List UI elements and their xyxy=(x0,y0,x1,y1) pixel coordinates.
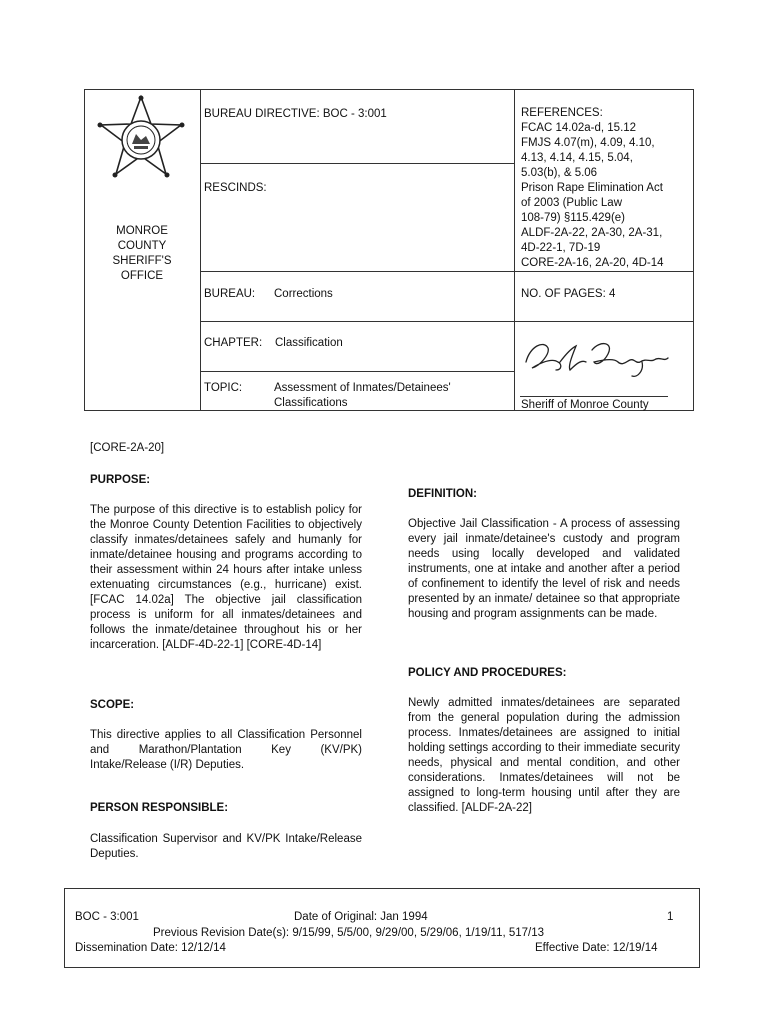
footer-effective-date: Effective Date: 12/19/14 xyxy=(535,942,658,954)
signature-line xyxy=(520,396,668,397)
bureau-label: BUREAU: xyxy=(204,288,256,300)
purpose-text: The purpose of this directive is to establish policy for the Monroe County Detention Facilities to objectively classify inmates/detainees safely and humanly for inmate/detainee housing and programs according to their assessment within 24 hours after intake unless extenuating circumstances (e.g., hurricane) exist. [FCAC 14.02a] The objective jail classification process is uniform for all inmates/detainees and follows the inmate/detainee throughout his or her incarceration. [ALDF-4D-22-1] [CORE-4D-14] xyxy=(90,504,362,651)
definition-text: Objective Jail Classification - A process of assessing every jail inmate/detainee's custody and program needs using locally developed and validated instruments, one at intake and another after a period of confinement to identify the level of risk and needs presented by an inmate/ detainee so that appropriate housing and program assignments can be made. xyxy=(408,518,680,620)
policy-heading: POLICY AND PROCEDURES: xyxy=(408,667,567,679)
scope-heading: SCOPE: xyxy=(90,699,135,711)
purpose-heading: PURPOSE: xyxy=(90,474,151,486)
bureau-directive: BUREAU DIRECTIVE: BOC - 3:001 xyxy=(204,108,387,120)
policy-text: Newly admitted inmates/detainees are separated from the general population during the admission process. Inmates/detainees are assigned to initial holding settings according to their immediate security needs, physical and mental condition, and other considerations. Inmates/detainees will not be assigned to long-term housing until after they are classified. [ALDF-2A-22] xyxy=(408,697,680,814)
core-reference: [CORE-2A-20] xyxy=(90,442,165,454)
page-count: NO. OF PAGES: 4 xyxy=(521,288,616,300)
chapter-value: Classification xyxy=(275,337,343,349)
sheriff-star-badge-icon xyxy=(96,94,186,182)
person-responsible-text: Classification Supervisor and KV/PK Intake/Release Deputies. xyxy=(90,833,362,860)
footer-dissemination-date: Dissemination Date: 12/12/14 xyxy=(75,942,226,954)
topic-label: TOPIC: xyxy=(204,382,243,394)
document-footer xyxy=(64,888,700,968)
references-list: REFERENCES: FCAC 14.02a-d, 15.12 FMJS 4.07(m), 4.09, 4.10, 4.13, 4.14, 4.15, 5.04, 5.03(b), & 5.06 Prison Rape Elimination Act of 2003 (Public Law 108-79) §115.429(e) ALDF-2A-22, 2A-30, 2A-31, 4D-22-1, 7D-19 CORE-2A-16, 2A-20, 4D-14 xyxy=(521,107,664,269)
topic-value: Assessment of Inmates/Detainees' Classifications xyxy=(274,382,451,409)
sheriff-signature xyxy=(522,332,674,380)
footer-page-number: 1 xyxy=(667,911,674,923)
footer-original-date: Date of Original: Jan 1994 xyxy=(294,911,428,923)
chapter-label: CHAPTER: xyxy=(204,337,263,349)
person-responsible-heading: PERSON RESPONSIBLE: xyxy=(90,802,229,814)
definition-heading: DEFINITION: xyxy=(408,488,477,500)
footer-doc-id: BOC - 3:001 xyxy=(75,911,139,923)
signature-caption: Sheriff of Monroe County xyxy=(521,399,649,411)
bureau-value: Corrections xyxy=(274,288,333,300)
scope-text: This directive applies to all Classification Personnel and Marathon/Plantation Key (KV/PK) Intake/Release (I/R) Deputies. xyxy=(90,729,362,771)
footer-revisions: Previous Revision Date(s): 9/15/99, 5/5/00, 9/29/00, 5/29/06, 1/19/11, 517/13 xyxy=(153,927,545,939)
office-name: MONROE COUNTY SHERIFF'S OFFICE xyxy=(112,225,172,282)
rescinds-label: RESCINDS: xyxy=(204,182,267,194)
